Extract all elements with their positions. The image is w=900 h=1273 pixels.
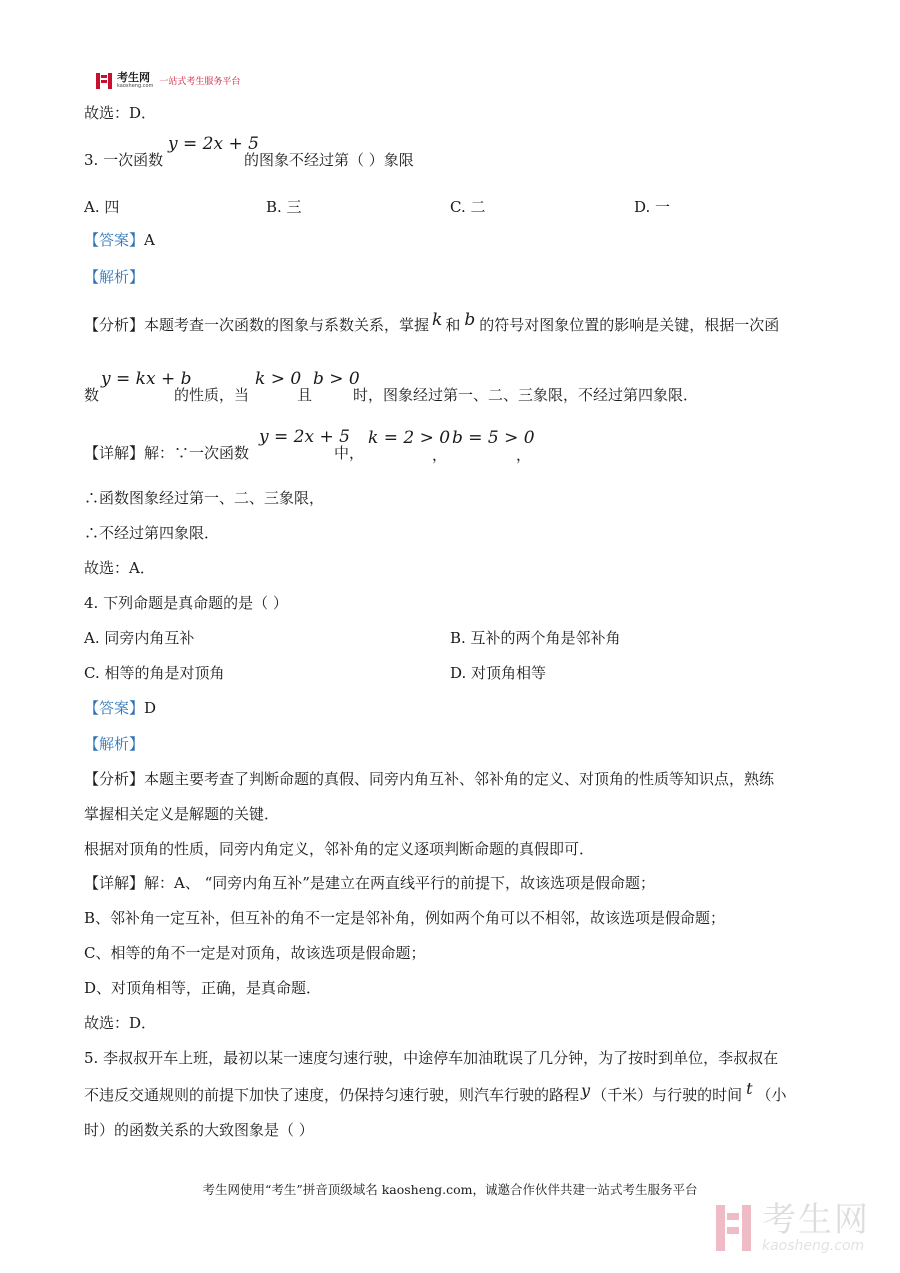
q3-option-c: C. 二 [450, 198, 486, 216]
brand-slogan: 一站式考生服务平台 [159, 77, 241, 87]
kaosheng-logo-icon [96, 73, 114, 89]
q3-step-2: ∴不经过第四象限． [84, 524, 220, 542]
q3-xj-k-value: k = 2 > 0 [368, 428, 451, 448]
q3-fenxi-line2-start: 数 [84, 386, 100, 404]
q3-fenxi-text-c: 的符号对图象位置的影响是关键，根据一次函 [479, 316, 780, 334]
q4-fenxi-2: 掌握相关定义是解题的关键． [84, 805, 280, 823]
q3-fenxi-k: k [432, 310, 443, 330]
answer-choice-line: 故选：D． [84, 104, 157, 122]
q3-xj-b-value: b = 5 > 0 [452, 428, 535, 448]
q3-fenxi-line2-t2: 时，图象经过第一、二、三象限，不经过第四象限． [353, 386, 699, 404]
q5-var-t: t [746, 1079, 753, 1098]
question-3-tail: 的图象不经过第（ ）象限 [244, 151, 414, 169]
watermark [716, 1200, 870, 1254]
q3-function-formula: y = 2x + 5 [168, 134, 259, 154]
q3-option-a: A. 四 [84, 198, 120, 216]
q3-option-b: B. 三 [266, 198, 302, 216]
q3-fenxi-line [84, 310, 780, 335]
q3-fenxi-he: 和 [445, 316, 461, 334]
brand-domain: kaosheng.com [117, 83, 154, 89]
watermark-en: kaosheng.com [762, 1238, 865, 1254]
q4-answer-value: D [144, 699, 157, 717]
q4-xiangjie-2: B、邻补角一定互补，但互补的角不一定是邻补角，例如两个角可以不相邻，故该选项是假命题； [84, 909, 726, 927]
q4-xiangjie-1: 【详解】解：A、 “同旁内角互补”是建立在两直线平行的前提下，故该选项是假命题； [84, 874, 655, 892]
brand-name: 考生网 [117, 71, 150, 84]
q3-option-d: D. 一 [634, 198, 671, 216]
q3-fenxi-line2-t1: 的性质，当 [174, 386, 250, 404]
header-logo [96, 72, 240, 89]
q4-analysis-tag: 【解析】 [84, 735, 145, 753]
answer-tag: 【答案】 [84, 699, 145, 717]
q5-text-b: （千米）与行驶的时间 [592, 1086, 743, 1104]
q4-fenxi-3: 根据对顶角的性质，同旁内角定义，邻补角的定义逐项判断命题的真假即可． [84, 840, 595, 858]
q4-xiangjie-3: C、相等的角不一定是对顶角，故该选项是假命题； [84, 944, 426, 962]
q3-xj-formula: y = 2x + 5 [259, 427, 350, 447]
q4-xiangjie-4: D、对顶角相等，正确，是真命题． [84, 979, 322, 997]
q3-fenxi-b: b [464, 310, 476, 330]
page-footer: 考生网使用“考生”拼音顶级域名 kaosheng.com，诚邀合作伙伴共建一站式考生服务平台 [202, 1182, 698, 1197]
q3-linear-formula: y = kx + b [101, 369, 192, 389]
q4-option-c: C. 相等的角是对顶角 [84, 664, 225, 682]
q5-var-y: y [581, 1081, 591, 1100]
question-5-line-1: 5. 李叔叔开车上班，最初以某一速度匀速行驶，中途停车加油耽误了几分钟，为了按时到单位，李叔叔在 [84, 1049, 779, 1067]
q3-fenxi-text-a: 【分析】本题考查一次函数的图象与系数关系，掌握 [84, 316, 430, 334]
q5-text-a: 不违反交通规则的前提下加快了速度，仍保持匀速行驶，则汽车行驶的路程 [84, 1086, 580, 1104]
q3-analysis-tag: 【解析】 [84, 268, 145, 286]
q4-fenxi-1: 【分析】本题主要考查了判断命题的真假、同旁内角互补、邻补角的定义、对顶角的性质等知识点，熟练 [84, 770, 775, 788]
watermark-cn: 考生网 [762, 1200, 870, 1240]
q4-option-d: D. 对顶角相等 [450, 664, 547, 682]
answer-choice-line: 故选：D． [84, 1014, 157, 1032]
q4-option-b: B. 互补的两个角是邻补角 [450, 629, 621, 647]
q3-step-1: ∴函数图象经过第一、二、三象限， [84, 489, 325, 507]
q3-answer-value: A [144, 231, 155, 249]
question-5-line-2 [84, 1079, 787, 1105]
q4-answer-line [84, 698, 156, 718]
q3-b-positive: b > 0 [313, 369, 360, 389]
q3-xiangjie-lead: 【详解】解：∵一次函数 [84, 444, 250, 462]
q3-xj-comma1: ， [432, 446, 448, 464]
q5-text-c: （小 [756, 1086, 787, 1104]
question-5-line-3: 时）的函数关系的大致图象是（ ） [84, 1121, 314, 1139]
q4-option-a: A. 同旁内角互补 [84, 629, 195, 647]
answer-tag: 【答案】 [84, 231, 145, 249]
question-4-title: 4. 下列命题是真命题的是（ ） [84, 594, 288, 612]
q3-k-positive: k > 0 [255, 369, 302, 389]
kaosheng-watermark-icon [716, 1205, 754, 1251]
q3-xj-zhong: 中， [334, 444, 365, 462]
answer-choice-line: 故选：A． [84, 559, 155, 577]
question-3-lead: 3. 一次函数 [84, 151, 164, 169]
q3-xj-comma2: ， [516, 446, 532, 464]
q3-fenxi-qie: 且 [297, 386, 313, 404]
q3-answer-line [84, 230, 155, 250]
